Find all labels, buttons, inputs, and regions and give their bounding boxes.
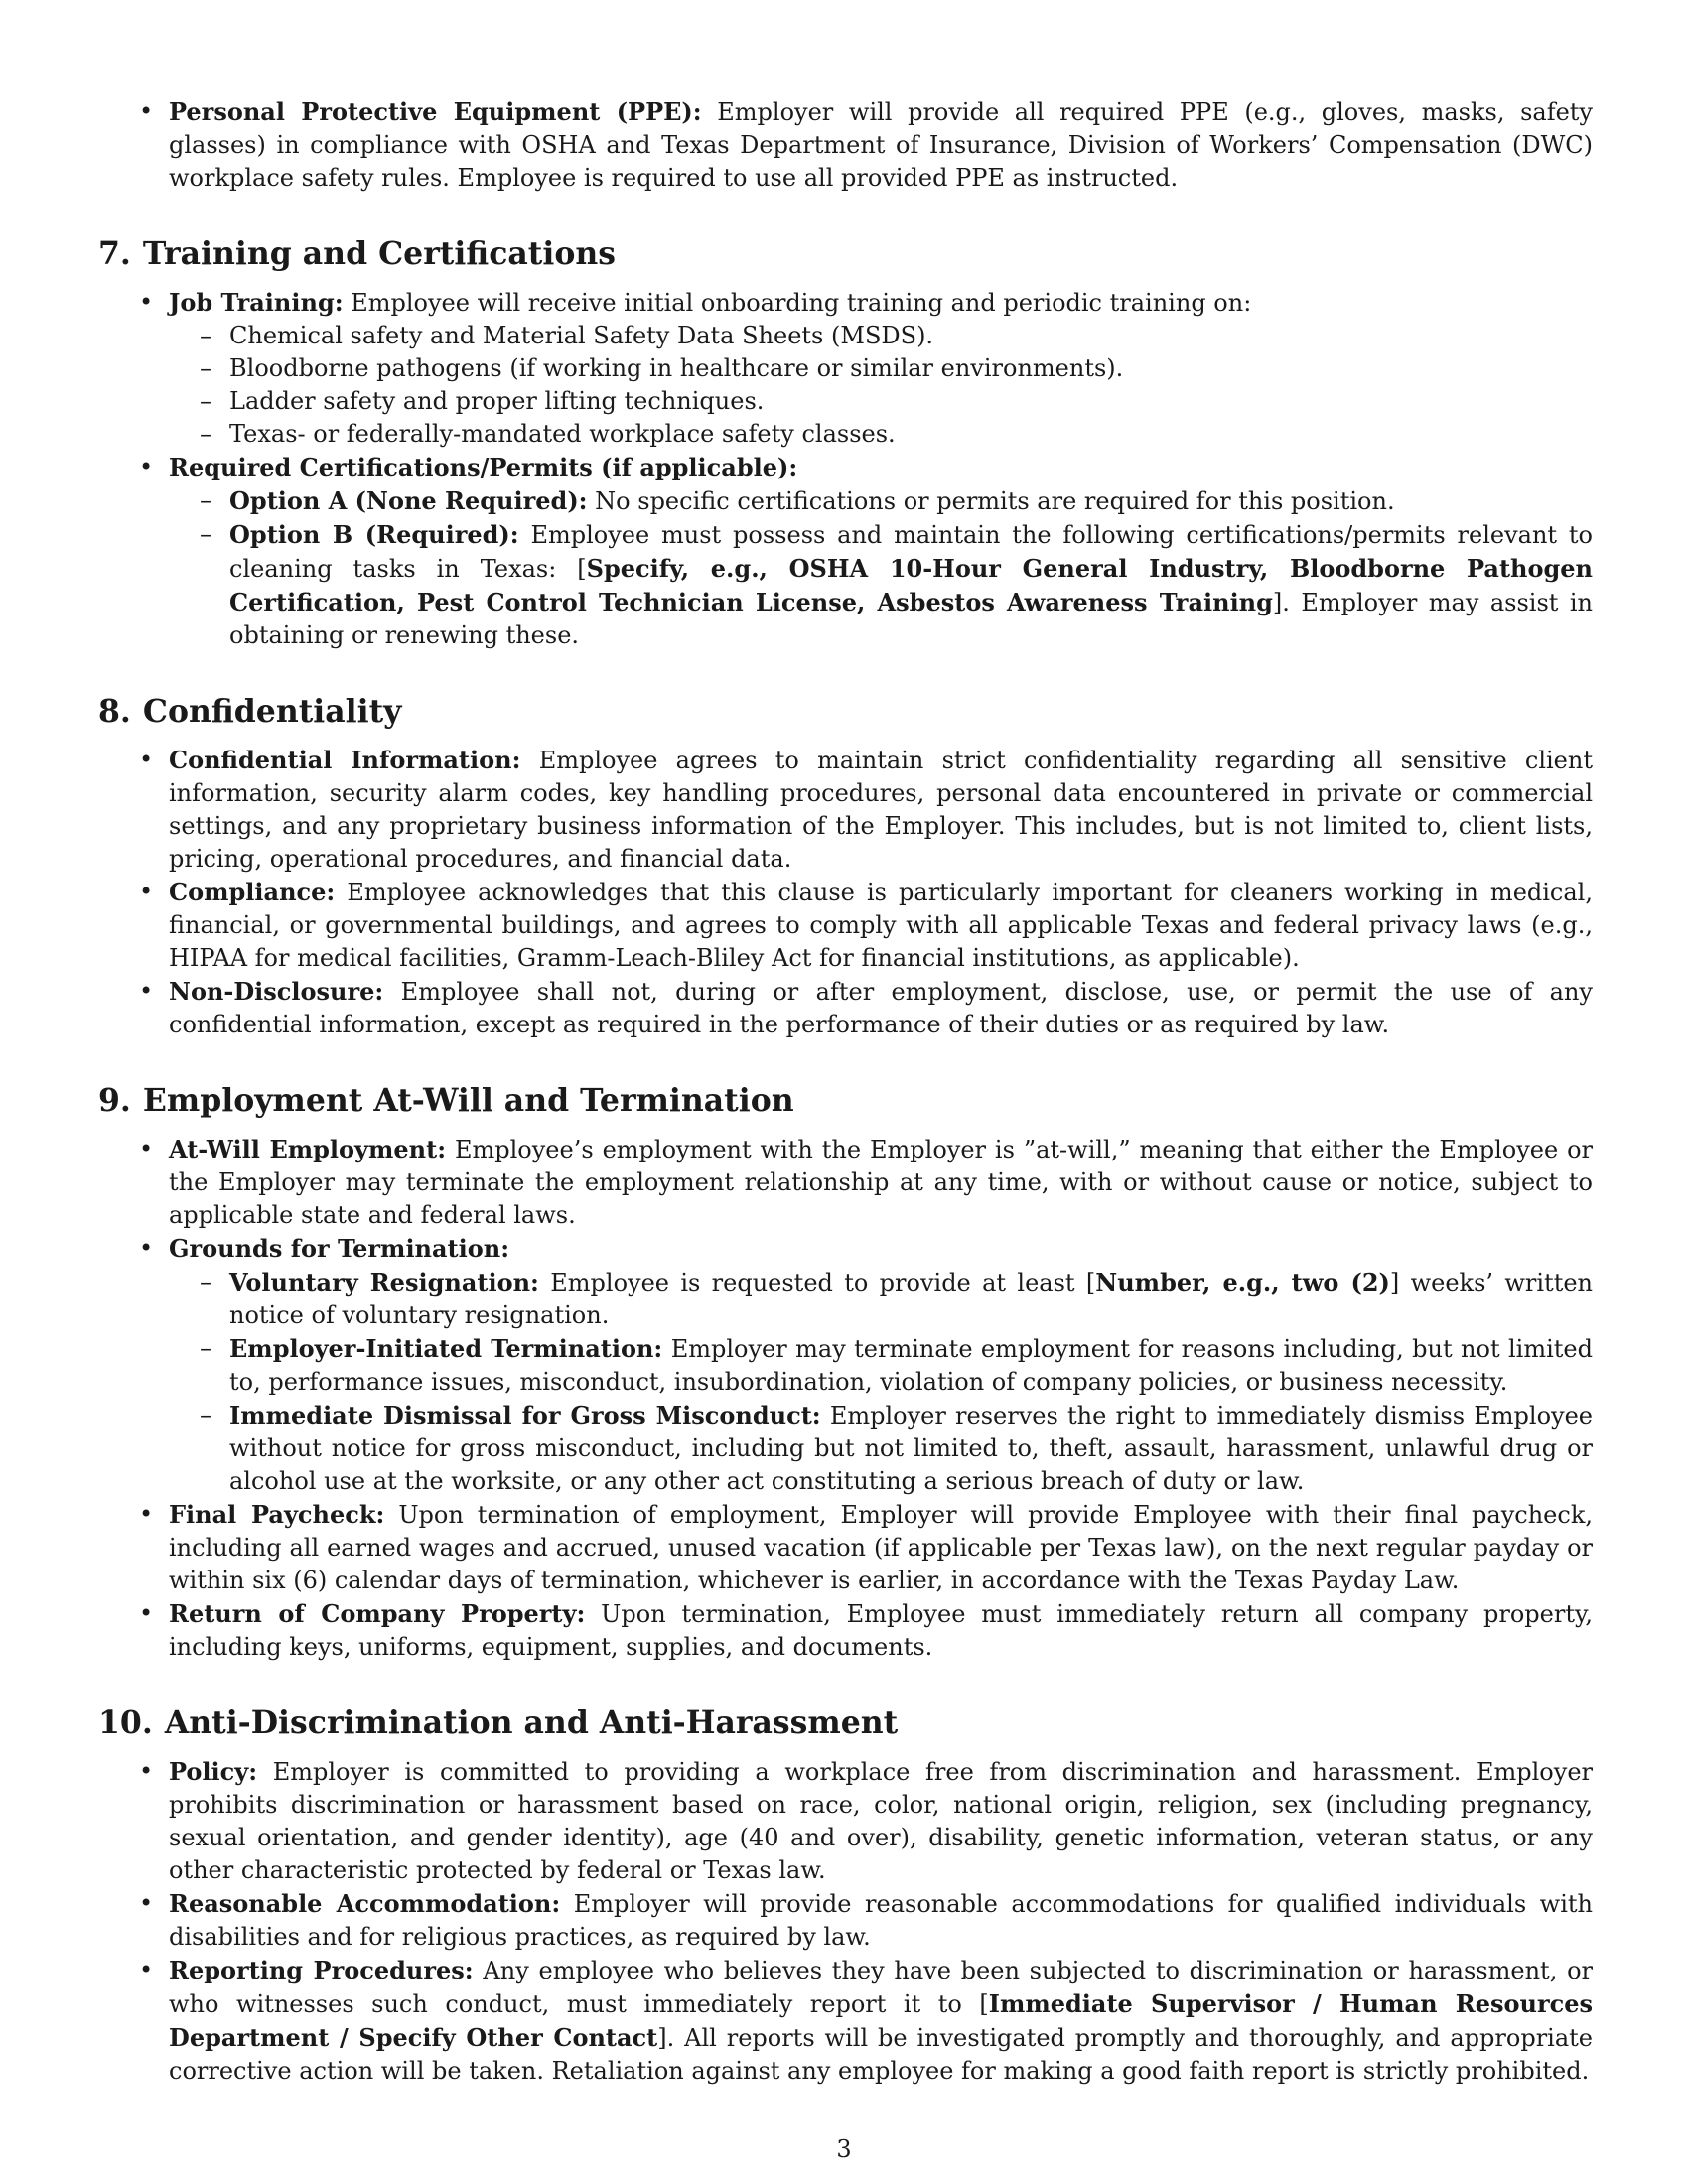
sublist-item: – Chemical safety and Material Safety Data Sheets (MSDS).	[229, 320, 1593, 352]
list-item-grounds-for-termination: • Grounds for Termination: – Voluntary Resignation: Employee is requested to provide at least [Number, e.g., two (2)] weeks’ written notice of voluntary resignation. – Employer-Initiated Termination: Employer may terminate employment for reasons including, but not limited to, performance issues, misconduct, insubordination, violation of company policies, or business necessity. – Immediate Dismissal for Gross Misconduct: Employer reserves the right to immediately dismiss Employee without notice for gross misconduct, including but not limited to, theft, assault, harassment, unlawful drug or alcohol use at the worksite, or any other act constituting a serious breach of duty or law.	[169, 1232, 1593, 1498]
list-item-required-certifications: • Required Certifications/Permits (if applicable): – Option A (None Required): No specific certifications or permits are required for this position. – Option B (Required): Employee must possess and maintain the following certifications/permits relevant to cleaning tasks in Texas: [Specify, e.g., OSHA 10-Hour General Industry, Bloodborne Pathogen Certification, Pest Control Technician License, Asbestos Awareness Training]. Employer may assist in obtaining or renewing these.	[169, 451, 1593, 652]
list-item-compliance: • Compliance: Employee acknowledges that this clause is particularly important for cleaners working in medical, financial, or governmental buildings, and agrees to comply with all applicable Texas and federal privacy laws (e.g., HIPAA for medical facilities, Gramm-Leach-Bliley Act for financial institutions, as applicable).	[169, 876, 1593, 975]
section-7-heading: 7. Training and Certifications	[98, 235, 616, 272]
list-item-ppe: • Personal Protective Equipment (PPE): Employer will provide all required PPE (e.g., gloves, masks, safety glasses) in compliance with OSHA and Texas Department of Insurance, Division of Workers’ Compensation (DWC) workplace safety rules. Employee is required to use all provided PPE as instructed.	[169, 95, 1593, 195]
section-10-heading: 10. Anti-Discrimination and Anti-Harassment	[98, 1705, 899, 1741]
document-body	[99, 95, 1593, 2088]
page-number: 3	[836, 2135, 852, 2163]
section-9-list	[99, 1133, 1593, 1664]
termination-sublist	[169, 1266, 1593, 1498]
list-item-at-will-employment: • At-Will Employment: Employee’s employment with the Employer is ”at-will,” meaning that either the Employee or the Employer may terminate the employment relationship at any time, with or without cause or notice, subject to applicable state and federal laws.	[169, 1133, 1593, 1232]
sublist-item: – Bloodborne pathogens (if working in healthcare or similar environments).	[229, 352, 1593, 385]
list-item-final-paycheck: • Final Paycheck: Upon termination of employment, Employer will provide Employee with their final paycheck, including all earned wages and accrued, unused vacation (if applicable per Texas law), on the next regular payday or within six (6) calendar days of termination, whichever is earlier, in accordance with the Texas Payday Law.	[169, 1498, 1593, 1597]
list-item-return-property: • Return of Company Property: Upon termination, Employee must immediately return all company property, including keys, uniforms, equipment, supplies, and documents.	[169, 1597, 1593, 1664]
sublist-item-immediate-dismissal: – Immediate Dismissal for Gross Misconduct: Employer reserves the right to immediately dismiss Employee without notice for gross misconduct, including but not limited to, theft, assault, harassment, unlawful drug or alcohol use at the worksite, or any other act constituting a serious breach of duty or law.	[229, 1399, 1593, 1498]
sublist-item: – Texas- or federally-mandated workplace safety classes.	[229, 418, 1593, 451]
ppe-list	[99, 95, 1593, 195]
sublist-item-option-a: – Option A (None Required): No specific certifications or permits are required for this position.	[229, 484, 1593, 518]
sublist-item-option-b: – Option B (Required): Employee must possess and maintain the following certifications/permits relevant to cleaning tasks in Texas: [Specify, e.g., OSHA 10-Hour General Industry, Bloodborne Pathogen Certification, Pest Control Technician License, Asbestos Awareness Training]. Employer may assist in obtaining or renewing these.	[229, 518, 1593, 652]
sublist-item-voluntary-resignation: – Voluntary Resignation: Employee is requested to provide at least [Number, e.g., two (2)] weeks’ written notice of voluntary resignation.	[229, 1266, 1593, 1332]
certifications-sublist	[169, 484, 1593, 652]
list-item-job-training: • Job Training: Employee will receive initial onboarding training and periodic training on: – Chemical safety and Material Safety Data Sheets (MSDS). – Bloodborne pathogens (if working in healthcare or similar environments). – Ladder safety and proper lifting techniques. – Texas- or federally-mandated workplace safety classes.	[169, 286, 1593, 451]
list-item-policy: • Policy: Employer is committed to providing a workplace free from discrimination and harassment. Employer prohibits discrimination or harassment based on race, color, national origin, religion, sex (including pregnancy, sexual orientation, and gender identity), age (40 and over), disability, genetic information, veteran status, or any other characteristic protected by federal or Texas law.	[169, 1755, 1593, 1887]
section-7-list	[99, 286, 1593, 652]
list-item-non-disclosure: • Non-Disclosure: Employee shall not, during or after employment, disclose, use, or permit the use of any confidential information, except as required in the performance of their duties or as required by law.	[169, 975, 1593, 1041]
section-9-heading: 9. Employment At-Will and Termination	[98, 1082, 794, 1119]
list-item-reasonable-accommodation: • Reasonable Accommodation: Employer will provide reasonable accommodations for qualified individuals with disabilities and for religious practices, as required by law.	[169, 1887, 1593, 1954]
list-item-confidential-information: • Confidential Information: Employee agrees to maintain strict confidentiality regarding all sensitive client information, security alarm codes, key handling procedures, personal data encountered in private or commercial settings, and any proprietary business information of the Employer. This includes, but is not limited to, client lists, pricing, operational procedures, and financial data.	[169, 744, 1593, 876]
section-8-list	[99, 744, 1593, 1041]
section-10-list	[99, 1755, 1593, 2088]
sublist-item-employer-initiated: – Employer-Initiated Termination: Employer may terminate employment for reasons including, but not limited to, performance issues, misconduct, insubordination, violation of company policies, or business necessity.	[229, 1332, 1593, 1399]
job-training-sublist	[169, 320, 1593, 451]
list-item-reporting-procedures: • Reporting Procedures: Any employee who believes they have been subjected to discrimination or harassment, or who witnesses such conduct, must immediately report it to [Immediate Supervisor / Human Resources Department / Specify Other Contact]. All reports will be investigated promptly and thoroughly, and appropriate corrective action will be taken. Retaliation against any employee for making a good faith report is strictly prohibited.	[169, 1954, 1593, 2088]
sublist-item: – Ladder safety and proper lifting techniques.	[229, 385, 1593, 418]
section-8-heading: 8. Confidentiality	[98, 693, 402, 730]
